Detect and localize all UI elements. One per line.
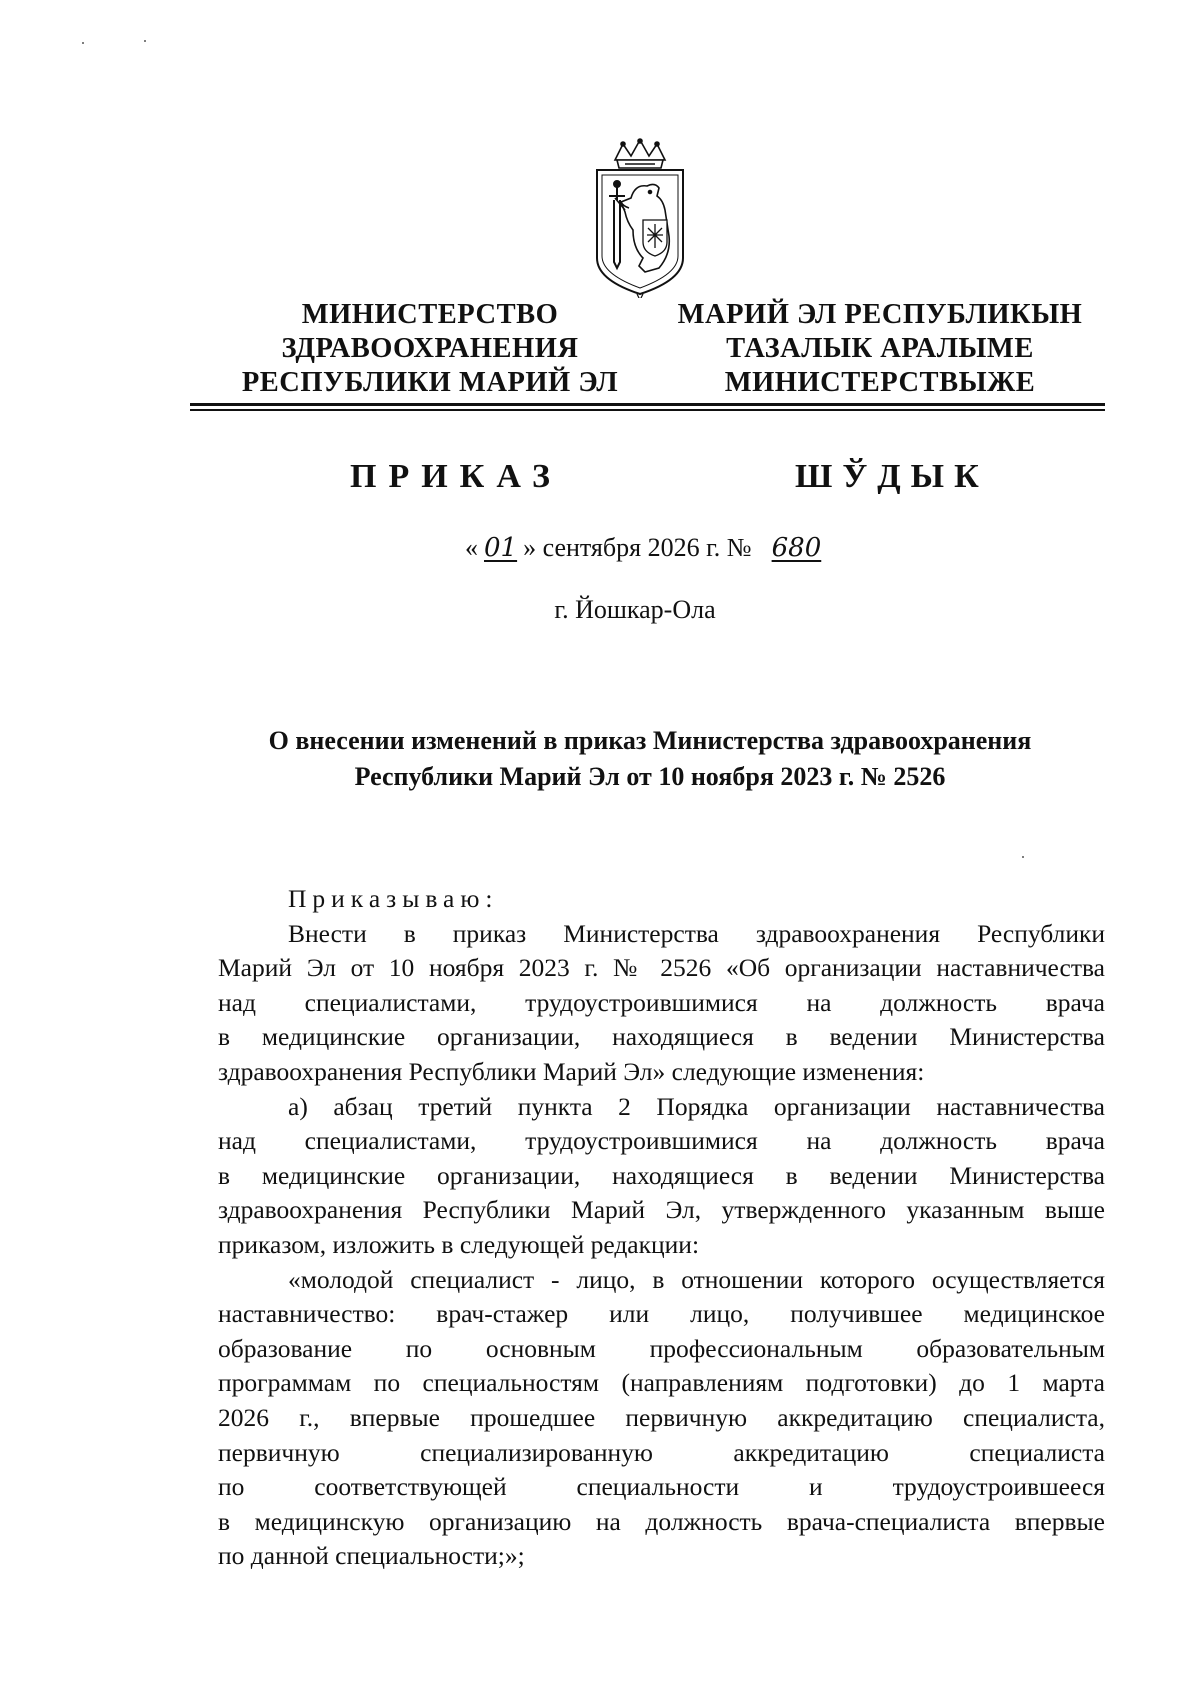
body-line: «молодой специалист - лицо, в отношении которого осуществляется bbox=[288, 1264, 1105, 1294]
body-line: 2026 г., впервые прошедшее первичную аккредитацию специалиста, bbox=[218, 1402, 1105, 1432]
body-line: в медицинские организации, находящиеся в ведении Министерства bbox=[218, 1160, 1105, 1190]
ministry-ru-line: РЕСПУБЛИКИ МАРИЙ ЭЛ bbox=[241, 367, 619, 398]
order-title-mari: ШЎДЫК bbox=[795, 458, 989, 495]
ministry-ru-line: ЗДРАВООХРАНЕНИЯ bbox=[281, 333, 579, 364]
body-line: здравоохранения Республики Марий Эл» следующие изменения: bbox=[218, 1056, 925, 1086]
body-line: здравоохранения Республики Марий Эл, утвержденного указанным выше bbox=[218, 1195, 1105, 1225]
body-line: наставничество: врач-стажер или лицо, получившее медицинское bbox=[218, 1299, 1105, 1329]
scan-speck bbox=[144, 40, 146, 42]
ministry-name-mari bbox=[660, 298, 1100, 400]
body-line: Внести в приказ Министерства здравоохранения Республики bbox=[288, 918, 1105, 948]
body-line: первичную специализированную аккредитацию специалиста bbox=[218, 1437, 1105, 1467]
body-line: над специалистами, трудоустроившимися на должность врача bbox=[218, 1126, 1105, 1156]
ministry-ru-line: МИНИСТЕРСТВО bbox=[301, 299, 559, 330]
body-line: по данной специальности;»; bbox=[218, 1541, 525, 1571]
scan-speck bbox=[1022, 856, 1024, 858]
body-line: а) абзац третий пункта 2 Порядка организации наставничества bbox=[288, 1091, 1105, 1121]
date-text: » сентября 2026 г. № bbox=[523, 533, 752, 562]
body-line: приказом, изложить в следующей редакции: bbox=[218, 1229, 700, 1259]
body-line: образование по основным профессиональным образовательным bbox=[218, 1333, 1105, 1363]
handwritten-order-number: 680 bbox=[771, 533, 822, 563]
ministry-mari-line: ТАЗАЛЫК АРАЛЫМЕ bbox=[726, 333, 1034, 364]
body-line: Приказываю: bbox=[288, 884, 499, 913]
body-line: над специалистами, трудоустроившимися на должность врача bbox=[218, 987, 1105, 1017]
subject-line: О внесении изменений в приказ Министерства здравоохранения bbox=[268, 726, 1032, 755]
header-divider-thin bbox=[190, 409, 1105, 411]
handwritten-day: 01 bbox=[484, 533, 518, 563]
body-line: в медицинские организации, находящиеся в ведении Министерства bbox=[218, 1022, 1105, 1052]
body-line: программам по специальностям (направлениям подготовки) до 1 марта bbox=[218, 1368, 1105, 1398]
date-open-quote: « bbox=[465, 533, 478, 562]
coat-of-arms-icon bbox=[585, 138, 695, 298]
order-title-russian: ПРИКАЗ bbox=[350, 458, 562, 495]
order-date-line bbox=[465, 533, 835, 563]
scan-speck bbox=[82, 42, 84, 44]
city-name: г. Йошкар-Ола bbox=[554, 595, 716, 624]
ministry-name-russian bbox=[220, 298, 640, 400]
body-line: по соответствующей специальности и трудоустроившееся bbox=[218, 1472, 1105, 1502]
ministry-mari-line: МИНИСТЕРСТВЫЖЕ bbox=[724, 367, 1036, 398]
ministry-mari-line: МАРИЙ ЭЛ РЕСПУБЛИКЫН bbox=[677, 299, 1083, 330]
body-line: в медицинскую организацию на должность врача-специалиста впервые bbox=[218, 1506, 1105, 1536]
subject-line: Республики Марий Эл от 10 ноября 2023 г. № 2526 bbox=[354, 762, 946, 791]
order-subject bbox=[200, 723, 1100, 795]
header-divider-thick bbox=[190, 403, 1105, 406]
order-body bbox=[218, 882, 1105, 1574]
body-line: Марий Эл от 10 ноября 2023 г. № 2526 «Об организации наставничества bbox=[218, 953, 1105, 983]
